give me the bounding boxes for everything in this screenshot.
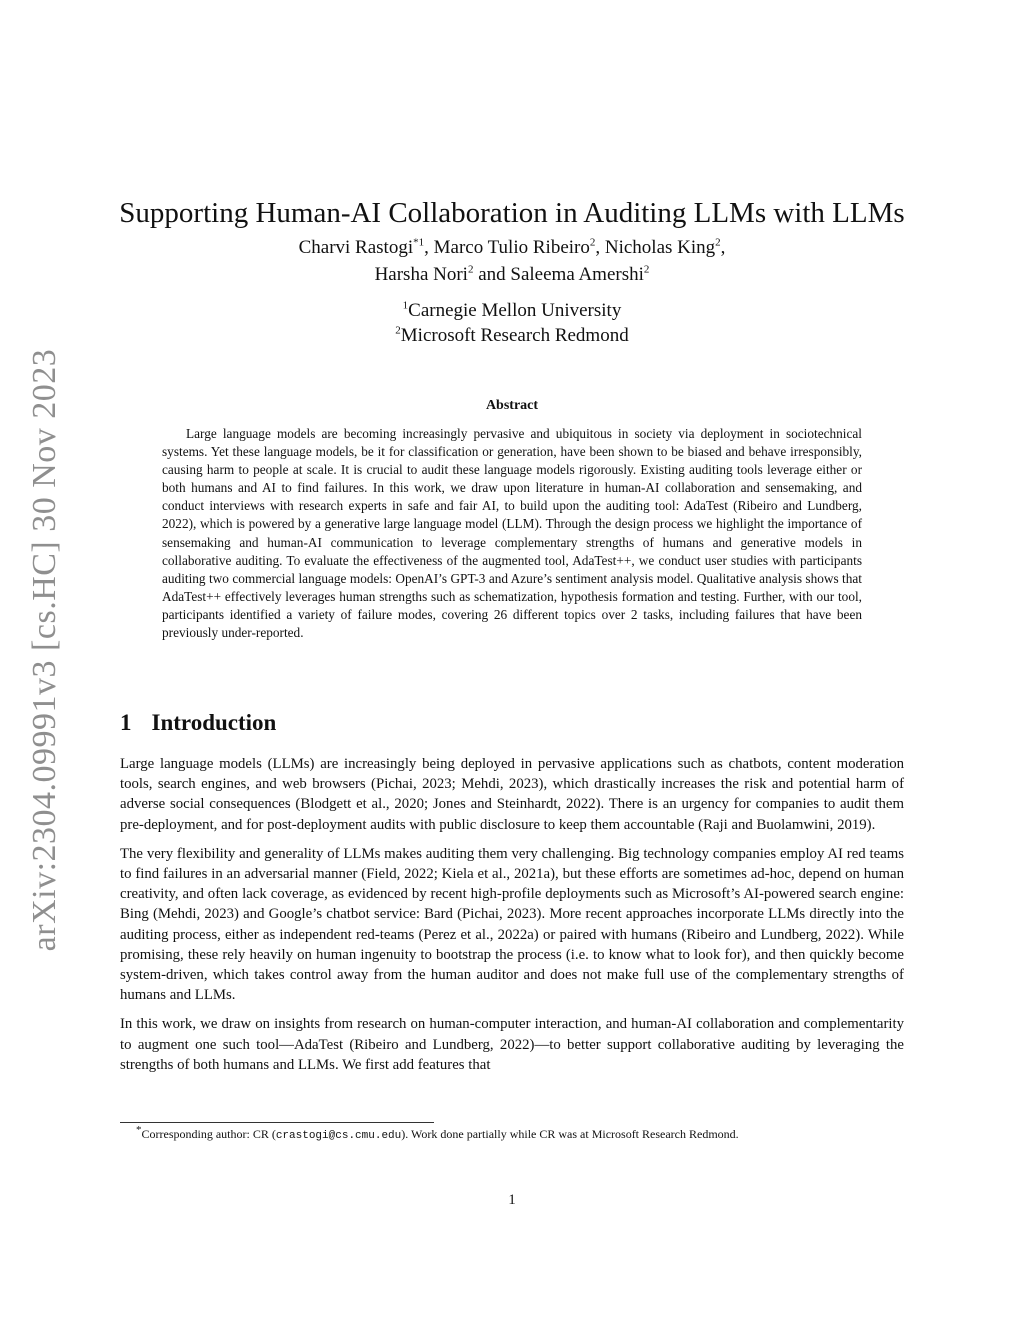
author-separator: , (720, 237, 726, 258)
author-affiliation-mark: 2 (643, 263, 650, 276)
author-line-1 (150, 234, 874, 261)
page-number: 1 (508, 1192, 516, 1208)
abstract-text: Large language models are becoming increasingly pervasive and ubiquitous in society via deployment in sociotechnical systems. Yet these language models, be it for classification or generation, have been shown to be biased and behave irresponsibly, causing harm to people at scale. It is crucial to audit these language models rigorously. Existing auditing tools leverage either or both humans and AI to find failures. In this work, we draw upon literature in human-AI collaboration and sensemaking, and conduct interviews with research experts in safe and fair AI, to build upon the auditing tool: AdaTest (Ribeiro and Lundberg, 2022), which is powered by a generative large language model (LLM). Through the design process we highlight the importance of sensemaking and human-AI communication to leverage complementary strengths of humans and generative models in collaborative auditing. To evaluate the effectiveness of the augmented tool, AdaTest++, we conduct user studies with participants auditing two commercial language models: OpenAI’s GPT-3 and Azure’s sentiment analysis model. Qualitative analysis shows that AdaTest++ effectively leverages human strengths such as schematization, hypothesis formation and testing. Further, with our tool, participants identified a variety of failure modes, covering 26 different topics over 2 tasks, including failures that have been previously under-reported. (162, 426, 862, 641)
author-line-2 (150, 261, 874, 288)
author-affiliation-mark: 2 (715, 236, 721, 249)
affiliation-name: Carnegie Mellon University (408, 300, 622, 321)
section-heading (120, 710, 276, 736)
author-list (150, 234, 874, 288)
author-affiliation-mark: 2 (589, 236, 596, 249)
footnote-marker: * (136, 1124, 142, 1136)
author-name: Harsha Nori (374, 264, 468, 285)
affiliation (200, 323, 824, 348)
footnote-divider (120, 1122, 434, 1123)
affiliation-mark: 2 (395, 324, 401, 337)
footnote-text: Corresponding author: CR ( (141, 1127, 276, 1141)
author-name: Saleema Amershi (510, 264, 644, 285)
author-separator: , (595, 237, 605, 258)
author-separator: , (424, 237, 434, 258)
footnote-email-link[interactable]: crastogi@cs.cmu.edu (275, 1130, 402, 1142)
paper-title: Supporting Human-AI Collaboration in Auditing LLMs with LLMs (119, 197, 905, 230)
abstract-heading: Abstract (485, 398, 539, 413)
arxiv-identifier-stamp: arXiv:2304.09991v3 [cs.HC] 30 Nov 2023 (26, 348, 63, 952)
author-name: Nicholas King (604, 237, 716, 258)
author-name: Charvi Rastogi (298, 237, 414, 258)
affiliation (200, 298, 824, 323)
affiliation-mark: 1 (402, 299, 409, 312)
footnote (120, 1124, 920, 1142)
author-affiliation-mark: *1 (413, 236, 425, 249)
author-affiliation-mark: 2 (467, 263, 474, 276)
section-body (120, 754, 904, 1084)
author-separator: and (473, 264, 511, 285)
affiliation-list (200, 298, 824, 348)
affiliation-name: Microsoft Research Redmond (400, 325, 629, 346)
body-paragraph: In this work, we draw on insights from research on human-computer interaction, and human-AI collaboration and complementarity to augment one such tool—AdaTest (Ribeiro and Lundberg, 2022)—to better support collaborative auditing by leveraging the strengths of both humans and LLMs. We first add features that (120, 1016, 904, 1073)
author-name: Marco Tulio Ribeiro (433, 237, 590, 258)
footnote-text: ). Work done partially while CR was at Microsoft Research Redmond. (401, 1127, 739, 1141)
section-title: Introduction (151, 710, 277, 735)
body-paragraph: Large language models (LLMs) are increasingly being deployed in pervasive applications such as chatbots, content moderation tools, search engines, and web browsers (Pichai, 2023; Mehdi, 2023), which drastically increases the risk and potential harm of adverse social consequences (Blodgett et al., 2020; Jones and Steinhardt, 2022). There is an urgency for companies to audit them pre-deployment, and for post-deployment audits with public disclosure to keep them accountable (Raji and Buolamwini, 2019). (120, 756, 904, 833)
body-paragraph: The very flexibility and generality of LLMs makes auditing them very challenging. Big technology companies employ AI red teams to find failures in an adversarial manner (Field, 2022; Kiela et al., 2021a), but these efforts are sometimes ad-hoc, depend on human creativity, and often lack coverage, as evidenced by recent high-profile deployments such as Microsoft’s AI-powered search engine: Bing (Mehdi, 2023) and Google’s chatbot service: Bard (Pichai, 2023). More recent approaches incorporate LLMs directly into the auditing process, either as independent red-teams (Perez et al., 2022a) or paired with humans (Ribeiro and Lundberg, 2022). While promising, these rely heavily on human ingenuity to bootstrap the process (i.e. to know what to look for), and then quickly become system-driven, which takes control away from the human auditor and does not make full use of the complementary strengths of humans and LLMs. (120, 845, 904, 1004)
section-number: 1 (120, 710, 132, 735)
